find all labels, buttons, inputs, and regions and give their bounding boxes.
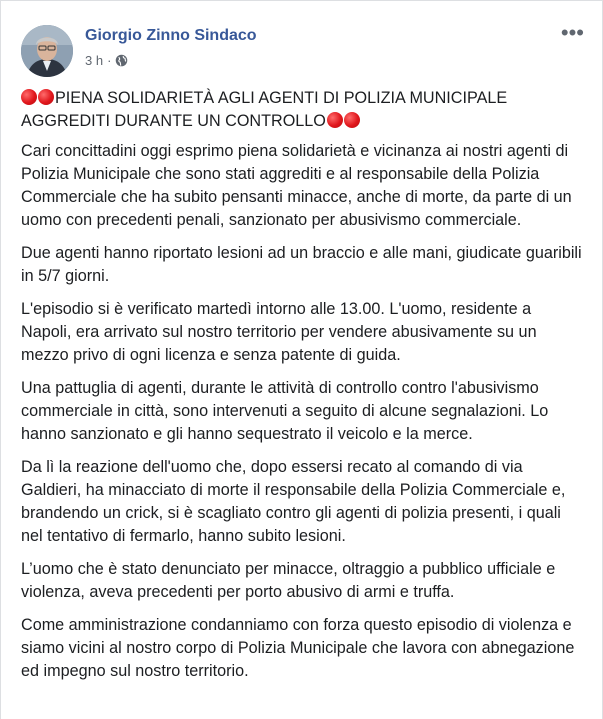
post-timestamp[interactable]: 3 h — [85, 53, 104, 68]
post-header — [21, 20, 586, 77]
red-circle-icon — [21, 89, 37, 105]
author-name[interactable]: Giorgio Zinno Sindaco — [85, 27, 257, 44]
author-avatar[interactable] — [21, 25, 73, 77]
red-circle-icon — [38, 89, 54, 105]
post-paragraph: Due agenti hanno riportato lesioni ad un braccio e alle mani, giudicate guaribili in 5/7 giorni. — [21, 244, 582, 285]
post-paragraph: Una pattuglia di agenti, durante le attività di controllo contro l'abusivismo commerciale in città, sono intervenuti a seguito di alcune segnalazioni. Lo hanno sanzionato e gli hanno sequestrato il veicolo e la merce. — [21, 379, 549, 443]
meta-separator: · — [107, 53, 112, 68]
post-title — [21, 87, 582, 133]
globe-icon — [115, 54, 128, 67]
post-paragraph: L’uomo che è stato denunciato per minacce, oltraggio a pubblico ufficiale e violenza, aveva precedenti per porto abusivo di armi e truffa. — [21, 560, 556, 601]
post-body — [21, 87, 582, 693]
red-circle-icon — [327, 112, 343, 128]
post-title-text: PIENA SOLIDARIETÀ AGLI AGENTI DI POLIZIA MUNICIPALE AGGREDITI DURANTE UN CONTROLLO — [21, 89, 508, 130]
post-paragraph: Come amministrazione condanniamo con forza questo episodio di violenza e siamo vicini al nostro corpo di Polizia Municipale che lavora con abnegazione ed impegno sul nostro territorio. — [21, 616, 575, 680]
post-paragraph: L'episodio si è verificato martedì intorno alle 13.00. L'uomo, residente a Napoli, era arrivato sul nostro territorio per vendere abusivamente su un mezzo privo di ogni licenza e senza patente di guida. — [21, 300, 537, 364]
post-paragraph: Cari concittadini oggi esprimo piena solidarietà e vicinanza ai nostri agenti di Polizia Municipale che sono stati aggrediti e al responsabile della Polizia Commerciale che ha subito pensanti minacce, anche di morte, da parte di un uomo con precedenti penali, sanzionato per abusivismo commerciale. — [21, 142, 572, 229]
more-options-icon[interactable]: ••• — [560, 20, 584, 45]
post-paragraph: Da lì la reazione dell'uomo che, dopo essersi recato al comando di via Galdieri, ha minacciato di morte il responsabile della Polizia Commerciale e, brandendo un crick, si è scagliato contro gli agenti di polizia presenti, i quali nel tentativo di fermarlo, hanno subito lesioni. — [21, 458, 566, 545]
post-meta — [85, 53, 128, 68]
red-circle-icon — [344, 112, 360, 128]
